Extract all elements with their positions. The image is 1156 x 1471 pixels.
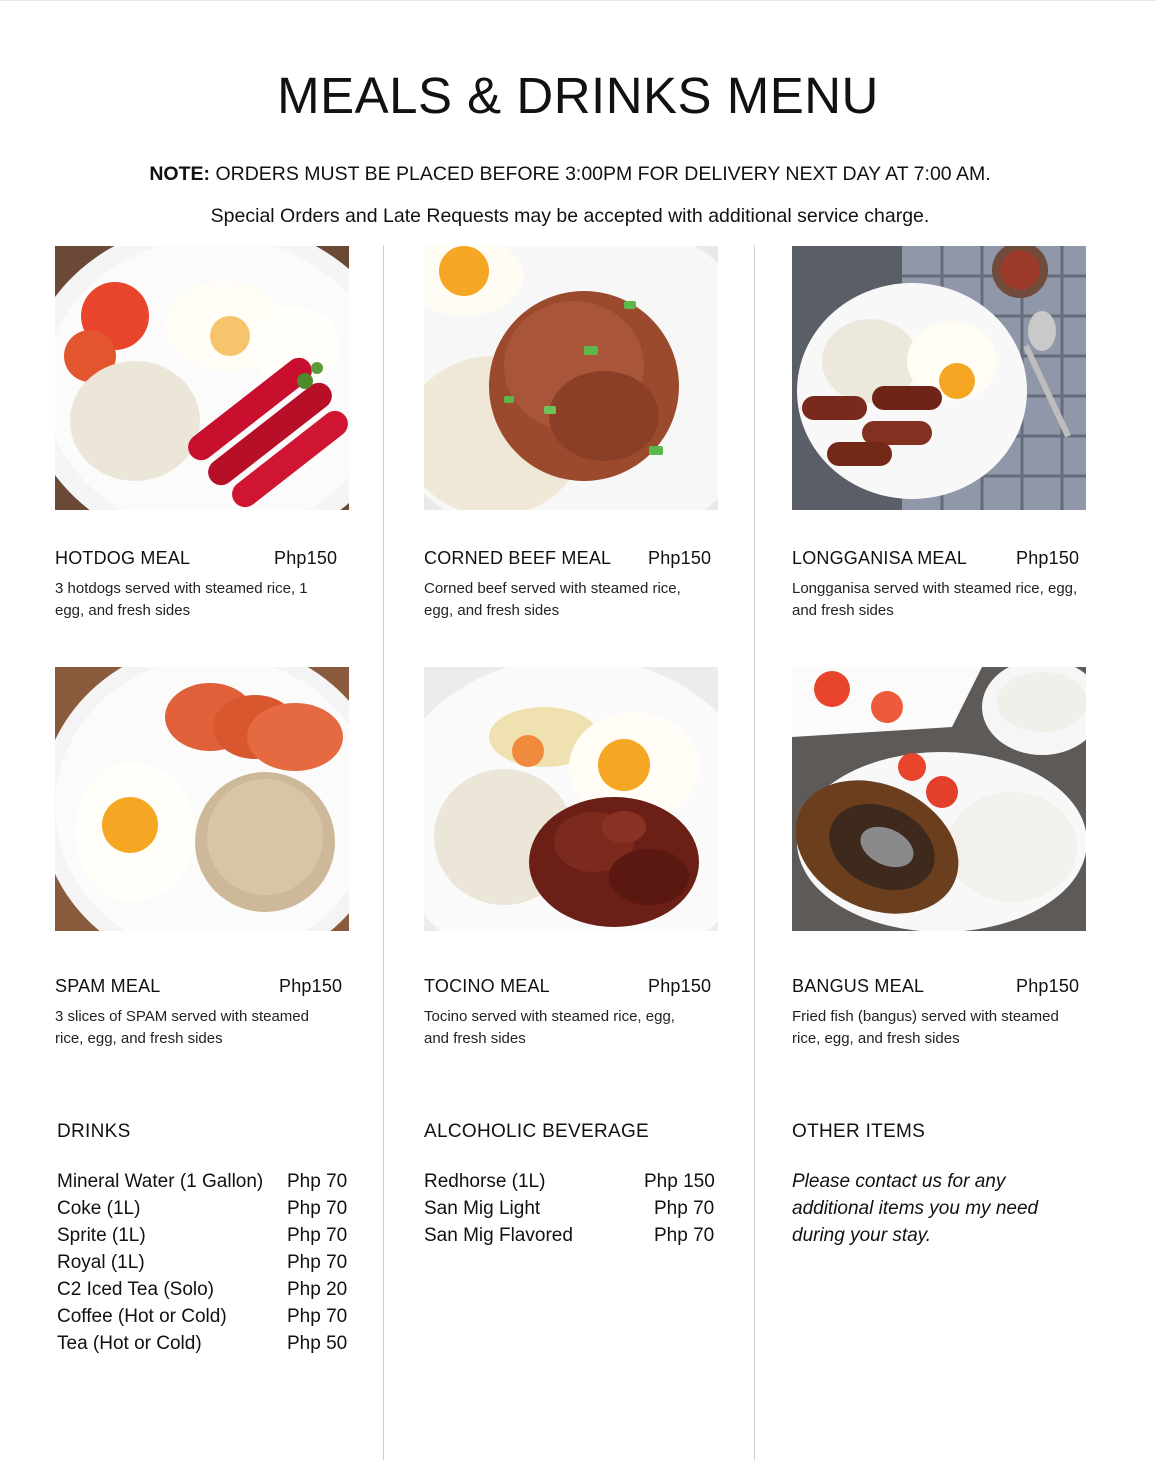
meal-price-bangus: Php150: [1016, 976, 1080, 996]
menu-title: MEALS & DRINKS MENU: [277, 67, 879, 124]
corned-beef-meal-photo: [424, 246, 718, 510]
meal-desc-corned-beef: Corned beef served with steamed rice, egg, and fresh sides: [424, 580, 681, 619]
meal-desc-longganisa: Longganisa served with steamed rice, egg, and fresh sides: [792, 580, 1078, 619]
page-top-edge: [0, 0, 1156, 1]
note-label: NOTE:: [149, 163, 211, 185]
list-item: [57, 1168, 357, 1195]
meal-name-tocino: TOCINO MEAL: [424, 976, 550, 996]
meal-desc-bangus: Fried fish (bangus) served with steamed rice, egg, and fresh sides: [792, 1008, 1059, 1047]
drink-name: Tea (Hot or Cold): [57, 1333, 202, 1354]
list-item: [424, 1168, 724, 1195]
meal-price-corned-beef: Php150: [648, 548, 712, 568]
drink-price: Php 70: [287, 1306, 348, 1327]
beverage-price: Php 70: [654, 1198, 715, 1219]
drink-price: Php 20: [287, 1279, 348, 1300]
meal-desc-tocino: Tocino served with steamed rice, egg, and fresh sides: [424, 1008, 675, 1047]
list-item: [424, 1195, 724, 1222]
drink-name: C2 Iced Tea (Solo): [57, 1279, 215, 1300]
drink-price: Php 70: [287, 1252, 348, 1273]
meal-name-bangus: BANGUS MEAL: [792, 976, 925, 996]
list-item: [57, 1330, 357, 1357]
drinks-section-title: DRINKS: [57, 1121, 131, 1142]
order-deadline-note: [0, 163, 1140, 186]
longganisa-meal-photo: [792, 246, 1086, 510]
meal-desc-hotdog: 3 hotdogs served with steamed rice, 1 egg, and fresh sides: [55, 580, 308, 619]
drink-name: Mineral Water (1 Gallon): [57, 1171, 264, 1192]
note-text: ORDERS MUST BE PLACED BEFORE 3:00PM FOR DELIVERY NEXT DAY AT 7:00 AM.: [215, 163, 991, 185]
meal-price-spam: Php150: [279, 976, 343, 996]
beverage-price: Php 150: [644, 1171, 715, 1192]
drinks-list: [57, 1168, 357, 1357]
list-item: [57, 1276, 357, 1303]
meal-price-longganisa: Php150: [1016, 548, 1080, 568]
list-item: [57, 1249, 357, 1276]
alcoholic-list: [424, 1168, 724, 1249]
meal-price-tocino: Php150: [648, 976, 712, 996]
spam-meal-photo: [55, 667, 349, 931]
list-item: [57, 1195, 357, 1222]
meal-name-corned-beef: CORNED BEEF MEAL: [424, 548, 612, 568]
special-orders-note: Special Orders and Late Requests may be accepted with additional service charge.: [210, 205, 930, 227]
drink-price: Php 50: [287, 1333, 348, 1354]
drink-price: Php 70: [287, 1225, 348, 1246]
drink-name: Coffee (Hot or Cold): [57, 1306, 227, 1327]
drink-name: Sprite (1L): [57, 1225, 146, 1246]
beverage-name: Redhorse (1L): [424, 1171, 546, 1192]
drink-price: Php 70: [287, 1198, 348, 1219]
beverage-name: San Mig Light: [424, 1198, 541, 1219]
column-divider-right: [754, 245, 755, 1460]
drink-price: Php 70: [287, 1171, 348, 1192]
list-item: [424, 1222, 724, 1249]
meal-name-longganisa: LONGGANISA MEAL: [792, 548, 968, 568]
other-items-text: Please contact us for any additional items you my need during your stay.: [792, 1171, 1039, 1246]
meal-price-hotdog: Php150: [274, 548, 338, 568]
tocino-meal-photo: [424, 667, 718, 931]
drink-name: Coke (1L): [57, 1198, 141, 1219]
list-item: [57, 1303, 357, 1330]
beverage-price: Php 70: [654, 1225, 715, 1246]
meal-desc-spam: 3 slices of SPAM served with steamed rice, egg, and fresh sides: [55, 1008, 309, 1047]
meal-name-hotdog: HOTDOG MEAL: [55, 548, 191, 568]
alcoholic-section-title: ALCOHOLIC BEVERAGE: [424, 1121, 650, 1142]
meal-name-spam: SPAM MEAL: [55, 976, 161, 996]
beverage-name: San Mig Flavored: [424, 1225, 573, 1246]
other-items-section-title: OTHER ITEMS: [792, 1121, 926, 1142]
column-divider-left: [383, 245, 384, 1460]
drink-name: Royal (1L): [57, 1252, 145, 1273]
bangus-meal-photo: [792, 667, 1086, 931]
hotdog-meal-photo: [55, 246, 349, 510]
list-item: [57, 1222, 357, 1249]
